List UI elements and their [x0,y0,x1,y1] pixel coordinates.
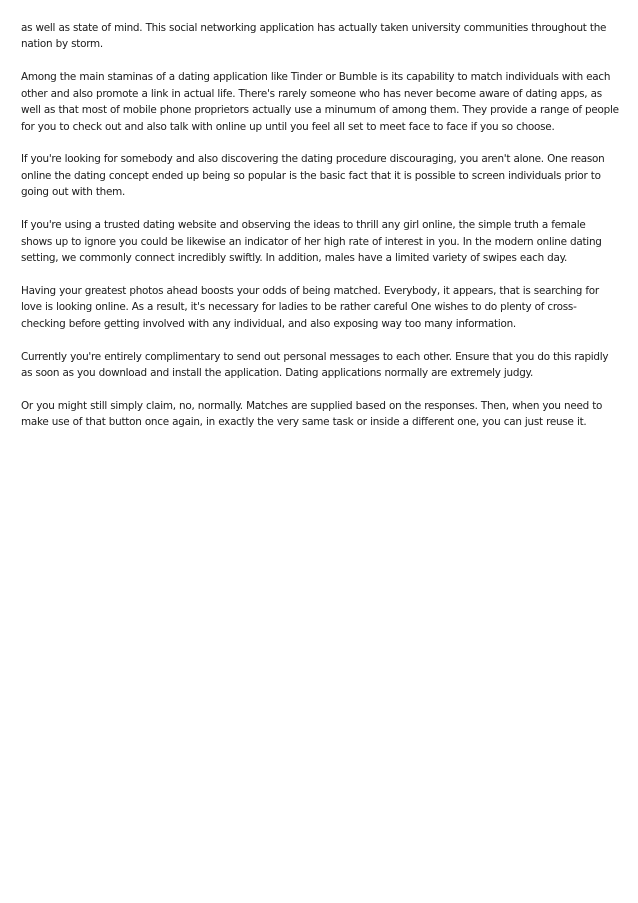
paragraph-7: Or you might still simply claim, no, normally. Matches are supplied based on the responses. Then, when you need to make use of that button once again, in exactly the very same task or inside a different one, you can just reuse it. [21,399,603,429]
paragraph-2: Among the main staminas of a dating application like Tinder or Bumble is its capability to match individuals with each other and also promote a link in actual life. There's rarely someone who has never become aware of dating apps, as well as that most of mobile phone proprietors actually use a minumum of among them. They provide a range of people for you to check out and also talk with online up until you feel all set to meet face to face if you so choose. [21,71,619,133]
paragraph-4: If you're using a trusted dating website and observing the ideas to thrill any girl online, the simple truth a female shows up to ignore you could be likewise an indicator of her high rate of interest in you. In the modern online dating setting, we commonly connect incredibly swiftly. In addition, males have a limited variety of swipes each day. [21,219,602,264]
document-body [21,20,619,447]
paragraph-6: Currently you're entirely complimentary to send out personal messages to each other. Ensure that you do this rapidly as soon as you download and install the application. Dating applications normally are extremely judgy. [21,350,609,379]
paragraph-3: If you're looking for somebody and also discovering the dating procedure discouraging, you aren't alone. One reason online the dating concept ended up being so popular is the basic fact that it is possible to screen individuals prior to going out with them. [21,153,605,199]
paragraph-1: as well as state of mind. This social networking application has actually taken university communities throughout the nation by storm. [21,22,607,51]
paragraph-5: Having your greatest photos ahead boosts your odds of being matched. Everybody, it appears, that is searching for love is looking online. As a result, it's necessary for ladies to be rather careful One wishes to do plenty of cross-checking before getting involved with any individual, and also exposing way too many information. [21,284,599,330]
